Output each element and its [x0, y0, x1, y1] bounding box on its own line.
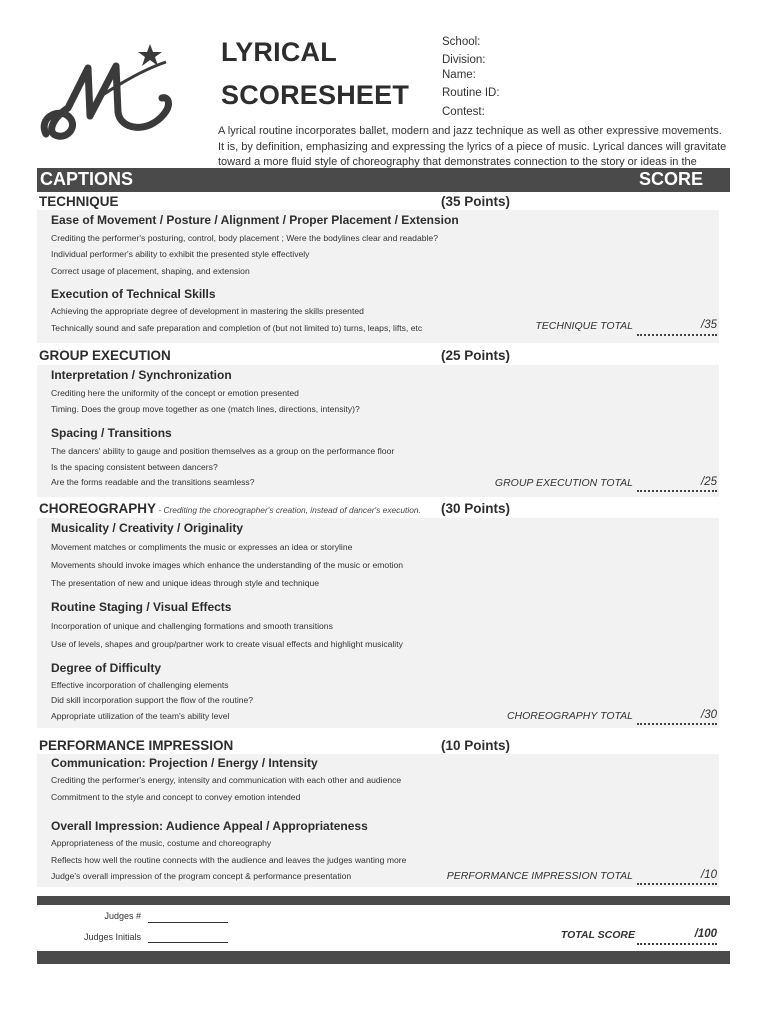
list-item: The presentation of new and unique ideas through style and technique: [51, 578, 320, 588]
list-item: Technically sound and safe preparation and completion of (but not limited to) turns, leaps, lifts, etc: [51, 323, 423, 333]
technique-total-value: /35: [701, 319, 717, 331]
score-label: SCORE: [639, 169, 704, 189]
list-item: Incorporation of unique and challenging formations and smooth transitions: [51, 621, 333, 631]
judges-num-label: Judges #: [104, 911, 141, 921]
routine-id-field[interactable]: Routine ID:: [442, 87, 500, 99]
choreography-sub1: Musicality / Creativity / Originality: [51, 521, 244, 535]
list-item: Individual performer's ability to exhibit the presented style effectively: [51, 249, 310, 259]
performance-points: (10 Points): [441, 738, 511, 753]
school-field[interactable]: School:: [442, 36, 481, 48]
group-sub2: Spacing / Transitions: [51, 426, 172, 440]
captions-label: CAPTIONS: [40, 169, 134, 189]
list-item: Judge's overall impression of the program concept & performance presentation: [51, 871, 352, 881]
performance-total-line[interactable]: [637, 883, 717, 885]
contest-field[interactable]: Contest:: [442, 106, 485, 118]
divider-bar-top: [37, 896, 730, 905]
list-item: Crediting here the uniformity of the concept or emotion presented: [51, 388, 299, 398]
list-item: Is the spacing consistent between dancers?: [51, 462, 218, 472]
total-score-label: TOTAL SCORE: [560, 929, 635, 941]
list-item: Commitment to the style and concept to convey emotion intended: [51, 792, 301, 802]
divider-bar-bottom: [37, 951, 730, 964]
title-line1: LYRICAL: [221, 37, 337, 67]
judges-initials-field[interactable]: [148, 942, 228, 943]
ma-star-logo-icon: [38, 38, 188, 148]
list-item: Did skill incorporation support the flow of the routine?: [51, 695, 254, 705]
choreography-label: CHOREOGRAPHY: [39, 501, 157, 516]
division-field[interactable]: Division:: [442, 54, 486, 66]
list-item: Are the forms readable and the transitions seamless?: [51, 477, 255, 487]
performance-sub2: Overall Impression: Audience Appeal / Appropriateness: [51, 819, 368, 833]
technique-sub2: Execution of Technical Skills: [51, 287, 216, 301]
name-field[interactable]: Name:: [442, 69, 476, 81]
list-item: Crediting the performer's posturing, control, body placement ; Were the bodylines clear and readable?: [51, 233, 438, 243]
judges-num-field[interactable]: [148, 922, 228, 923]
performance-total-value: /10: [701, 869, 717, 881]
list-item: The dancers' ability to gauge and position themselves as a group on the performance floor: [51, 446, 395, 456]
list-item: Effective incorporation of challenging elements: [51, 680, 229, 690]
choreography-total-value: /30: [701, 709, 717, 721]
description: A lyrical routine incorporates ballet, modern and jazz technique as well as other expressive movements. It is, by definition, emphasizing and expressing the lyrics of a piece of music. Lyrical dances will gravitate toward a more fluid style of choreography that demonstrates connection to the story or ideas in the: [218, 125, 727, 168]
choreography-total-line[interactable]: [637, 723, 717, 725]
title-line2: SCORESHEET: [221, 80, 410, 110]
performance-total-label: PERFORMANCE IMPRESSION TOTAL: [446, 870, 633, 882]
total-score-line[interactable]: [637, 943, 717, 945]
list-item: Achieving the appropriate degree of development in mastering the skills presented: [51, 306, 364, 316]
technique-total-label: TECHNIQUE TOTAL: [535, 320, 633, 332]
choreography-sub3: Degree of Difficulty: [51, 661, 162, 675]
logo: [38, 38, 188, 148]
choreography-points: (30 Points): [441, 501, 511, 516]
total-score-value: /100: [694, 928, 717, 940]
group-total-value: /25: [701, 476, 717, 488]
group-total-line[interactable]: [637, 490, 717, 492]
group-sub1: Interpretation / Synchronization: [51, 368, 232, 382]
choreography-sub2: Routine Staging / Visual Effects: [51, 600, 232, 614]
group-total-label: GROUP EXECUTION TOTAL: [494, 477, 633, 489]
group-heading: GROUP EXECUTION: [39, 348, 171, 363]
performance-heading: PERFORMANCE IMPRESSION: [39, 738, 234, 753]
choreography-heading: [39, 501, 421, 516]
technique-sub1: Ease of Movement / Posture / Alignment / Proper Placement / Extension: [51, 213, 459, 227]
list-item: Appropriateness of the music, costume and choreography: [51, 838, 272, 848]
list-item: Use of levels, shapes and group/partner work to create visual effects and highlight musicality: [51, 639, 403, 649]
performance-sub1: Communication: Projection / Energy / Intensity: [51, 756, 318, 770]
technique-total-line[interactable]: [637, 334, 717, 336]
technique-points: (35 Points): [441, 194, 511, 209]
group-points: (25 Points): [441, 348, 511, 363]
choreography-total-label: CHOREOGRAPHY TOTAL: [506, 710, 633, 722]
list-item: Movement matches or compliments the music or expresses an idea or storyline: [51, 542, 353, 552]
captions-bar: [37, 168, 730, 192]
judges-initials-label: Judges Initials: [83, 932, 141, 942]
list-item: Appropriate utilization of the team's ability level: [51, 711, 230, 721]
technique-heading: TECHNIQUE: [39, 194, 119, 209]
list-item: Crediting the performer's energy, intensity and communication with each other and audience: [51, 775, 402, 785]
list-item: Timing. Does the group move together as one (match lines, directions, intensity)?: [51, 404, 360, 414]
choreography-note: - Crediting the choreographer's creation, instead of dancer's execution.: [156, 505, 421, 515]
list-item: Reflects how well the routine connects with the audience and leaves the judges wanting more: [51, 855, 407, 865]
list-item: Correct usage of placement, shaping, and extension: [51, 266, 250, 276]
list-item: Movements should invoke images which enhance the understanding of the music or emotion: [51, 560, 404, 570]
